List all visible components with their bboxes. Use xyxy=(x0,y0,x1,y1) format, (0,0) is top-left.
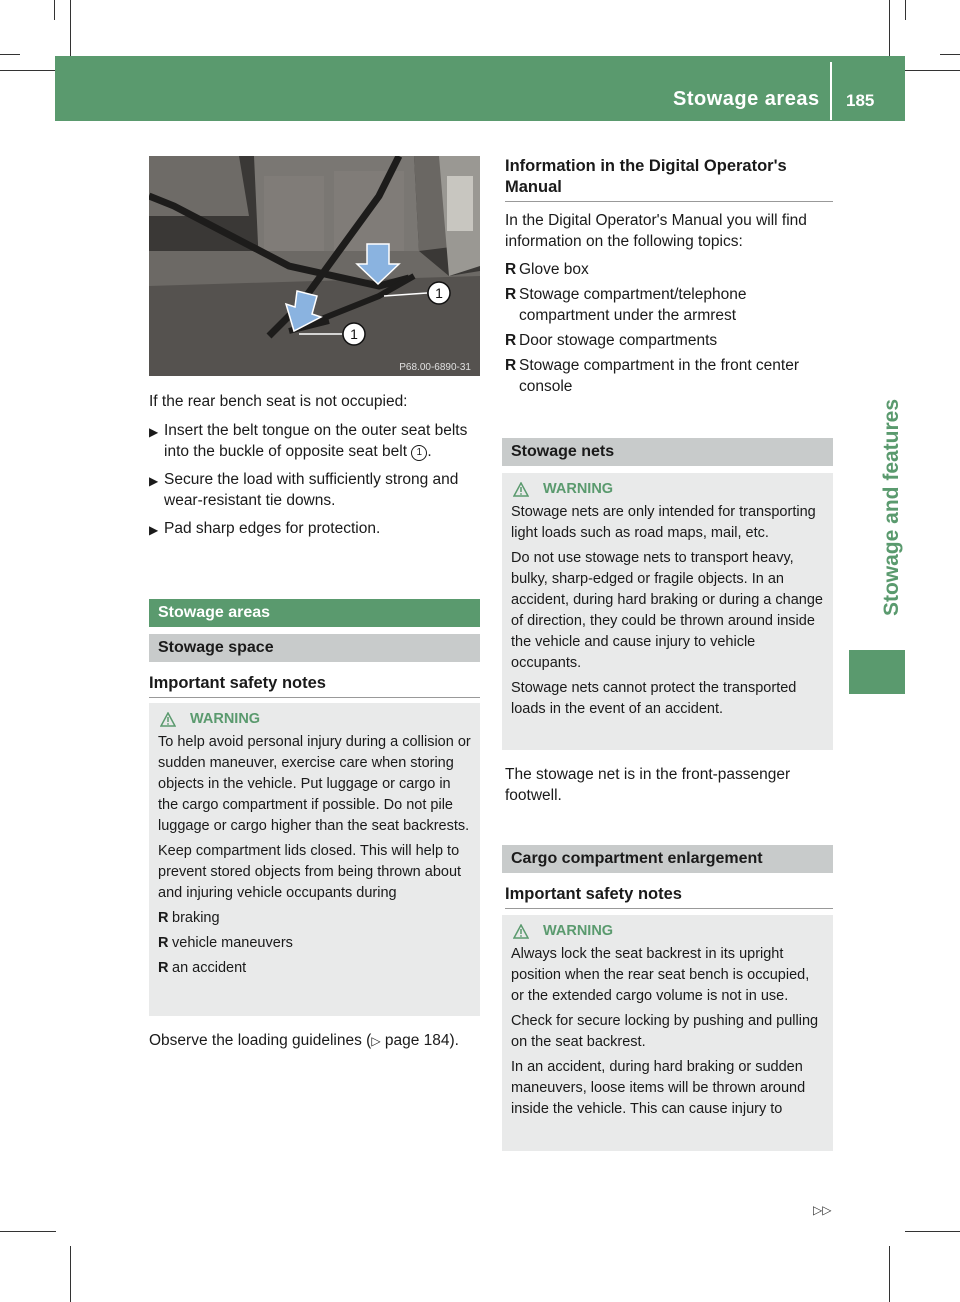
page-reference-link[interactable]: page 184). xyxy=(384,1032,459,1049)
chapter-side-tab xyxy=(849,380,905,635)
crop-mark xyxy=(54,0,55,20)
warning-heading: WARNING xyxy=(511,479,825,500)
callout-ref: 1 xyxy=(411,445,427,461)
page-header-title: Stowage areas xyxy=(673,88,820,110)
instruction-step: ▶ Insert the belt tongue on the outer seat belts into the buckle of opposite seat belt 1 . xyxy=(149,422,468,460)
list-item: R Door stowage compartments xyxy=(505,332,718,349)
warning-paragraph: Stowage nets are only intended for transporting light loads such as road maps, mail, etc. xyxy=(511,504,816,541)
list-item: R Glove box xyxy=(505,261,589,278)
chapter-side-tab-label: Stowage and features xyxy=(880,398,903,617)
arrow-icon: ▶ xyxy=(149,474,159,488)
continued-arrow-icon: ▷▷ xyxy=(813,1203,832,1217)
callout-1-bottom: 1 xyxy=(350,326,358,342)
rear-seat-photo xyxy=(149,156,480,376)
header-divider xyxy=(830,62,832,120)
crop-mark xyxy=(0,1231,56,1232)
list-item: R an accident xyxy=(158,960,247,976)
subsection-title-stowage-space: Stowage space xyxy=(149,634,480,662)
warning-paragraph: To help avoid personal injury during a collision or sudden maneuver, exercise care when storing objects in the vehicle. Put luggage or cargo in the cargo compartment if possible. Do not pile luggage or cargo higher than the seat backrests. xyxy=(158,734,471,834)
page-ref-arrow-icon: ▷ xyxy=(371,1034,381,1048)
section-title-stowage-areas: Stowage areas xyxy=(149,599,480,627)
crop-mark xyxy=(905,1231,960,1232)
warning-paragraph: Keep compartment lids closed. This will help to prevent stored objects from being thrown about and injuring vehicle occupants during xyxy=(158,843,462,901)
subheading-cargo-safety-notes: Important safety notes xyxy=(505,884,833,909)
warning-paragraph: Check for secure locking by pushing and pulling on the seat backrest. xyxy=(511,1013,819,1050)
crop-mark xyxy=(70,0,71,56)
warning-heading: WARNING xyxy=(158,709,472,730)
callout-1-top: 1 xyxy=(435,285,443,301)
instruction-step: ▶ Pad sharp edges for protection. xyxy=(149,518,482,541)
warning-box-stowage-space xyxy=(149,703,480,1016)
digital-manual-text xyxy=(505,210,833,401)
warning-triangle-icon xyxy=(513,924,529,939)
chapter-marker xyxy=(849,650,905,694)
crop-mark xyxy=(889,0,890,56)
subheading-digital-manual: Information in the Digital Operator's Manual xyxy=(505,156,833,202)
instruction-step: ▶ Secure the load with sufficiently strong and wear-resistant tie downs. xyxy=(149,471,459,509)
loading-guidelines-text: Observe the loading guidelines (▷ page 184). xyxy=(149,1032,459,1049)
warning-box-cargo xyxy=(502,915,833,1151)
section-title-cargo-enlargement: Cargo compartment enlargement xyxy=(502,845,833,873)
crop-mark xyxy=(905,0,906,20)
warning-heading: WARNING xyxy=(511,921,825,942)
subheading-safety-notes: Important safety notes xyxy=(149,673,480,698)
warning-paragraph: Always lock the seat backrest in its upright position when the rear seat bench is occupied, or the extended cargo volume is not in use. xyxy=(511,946,810,1004)
list-item: R Stowage compartment/telephone compartment under the armrest xyxy=(505,286,747,324)
warning-paragraph: In an accident, during hard braking or sudden maneuvers, loose items will be thrown around inside the vehicle. This can cause injury to xyxy=(511,1059,806,1117)
arrow-icon: ▶ xyxy=(149,523,159,537)
section-title-stowage-nets: Stowage nets xyxy=(502,438,833,466)
photo-reference-label: P68.00-6890-31 xyxy=(399,362,471,373)
arrow-icon: ▶ xyxy=(149,425,159,439)
stowage-net-location-text: The stowage net is in the front-passenger footwell. xyxy=(505,766,791,804)
crop-mark xyxy=(889,1246,890,1302)
list-item: R vehicle maneuvers xyxy=(158,935,293,951)
intro-text: If the rear bench seat is not occupied: xyxy=(149,393,408,410)
left-column-text xyxy=(149,391,482,548)
warning-paragraph: Stowage nets cannot protect the transported loads in the event of an accident. xyxy=(511,680,797,717)
warning-box-stowage-nets xyxy=(502,473,833,750)
crop-mark xyxy=(0,54,20,55)
crop-mark xyxy=(0,70,56,71)
warning-triangle-icon xyxy=(513,482,529,497)
list-item: R Stowage compartment in the front center console xyxy=(505,357,800,395)
page-number: 185 xyxy=(846,91,875,110)
list-item: R braking xyxy=(158,910,220,926)
crop-mark xyxy=(70,1246,71,1302)
warning-triangle-icon xyxy=(160,712,176,727)
crop-mark xyxy=(940,54,960,55)
rear-seat-illustration xyxy=(149,156,480,376)
digital-manual-intro: In the Digital Operator's Manual you will find information on the following topics: xyxy=(505,212,807,250)
crop-mark xyxy=(905,70,960,71)
warning-paragraph: Do not use stowage nets to transport heavy, bulky, sharp-edged or fragile objects. In an accident, during hard braking or during a change of direction, they could be thrown around inside the vehicle and cause injury to vehicle occupants. xyxy=(511,550,823,671)
